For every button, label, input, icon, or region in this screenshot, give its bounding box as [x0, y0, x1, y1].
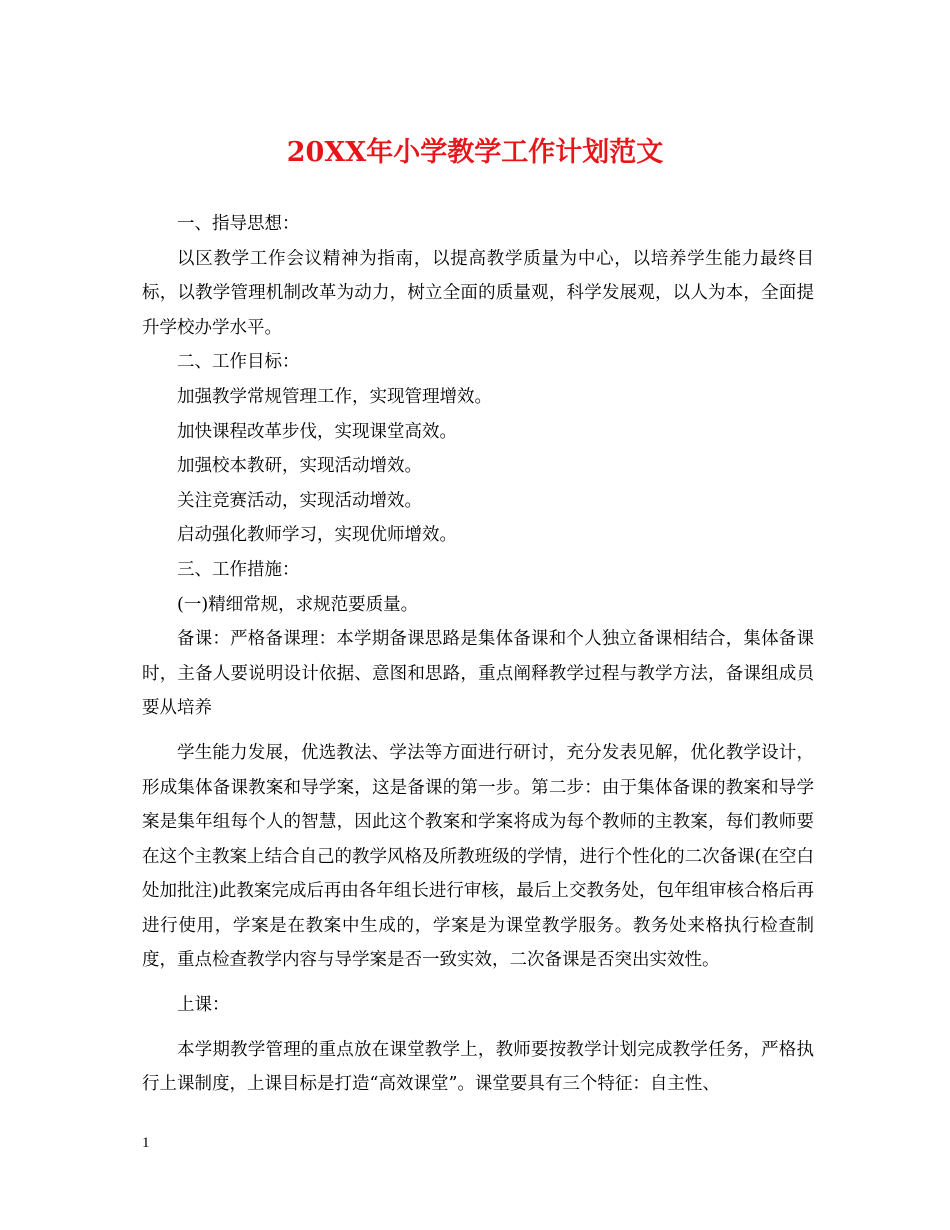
paragraph-heading-2: 二、工作目标：: [177, 352, 300, 373]
page-number: 1: [142, 1135, 150, 1151]
paragraph-goal-5: 启动强化教师学习，实现优师增效。: [177, 525, 457, 546]
paragraph-goal-2: 加快课程改革步伐，实现课堂高效。: [177, 421, 457, 442]
paragraph-subheading-1: (一)精细常规，求规范要质量。: [177, 594, 419, 615]
paragraph-goal-3: 加强校本教研，实现活动增效。: [177, 456, 422, 477]
paragraph-lesson-prep: 备课：严格备课理：本学期备课思路是集体备课和个人独立备课相结合，集体备课时，主备人要说明设计依据、意图和思路，重点阐释教学过程与教学方法，备课组成员要从培养: [142, 629, 814, 719]
paragraph-class-body: 本学期教学管理的重点放在课堂教学上，教师要按教学计划完成教学任务，严格执行上课制度，上课目标是打造“高效课堂”。课堂要具有三个特征：自主性、: [142, 1039, 814, 1095]
paragraph-goal-4: 关注竞赛活动，实现活动增效。: [177, 490, 422, 511]
paragraph-lesson-prep-continued: 学生能力发展，优选教法、学法等方面进行研讨，充分发表见解，优化教学设计，形成集体备课教案和导学案，这是备课的第一步。第二步：由于集体备课的教案和导学案是集年组每个人的智慧，因此这个教案和学案将成为每个教师的主教案，每们教师要在这个主教案上结合自己的教学风格及所教班级的学情，进行个性化的二次备课(在空白处加批注)此教案完成后再由各年组长进行审核，最后上交教务处，包年组审核合格后再进行使用，学案是在教案中生成的，学案是为课堂教学服务。教务处来格执行检查制度，重点检查教学内容与导学案是否一致实效，二次备课是否突出实效性。: [142, 742, 814, 971]
paragraph-guiding-thought: 以区教学工作会议精神为指南，以提高教学质量为中心，以培养学生能力最终目标，以教学管理机制改革为动力，树立全面的质量观，科学发展观，以人为本，全面提升学校办学水平。: [142, 248, 814, 338]
paragraph-goal-1: 加强教学常规管理工作，实现管理增效。: [177, 386, 492, 407]
document-body: [142, 207, 814, 1102]
paragraph-class-heading: 上课：: [177, 995, 230, 1016]
paragraph-heading-3: 三、工作措施：: [177, 559, 300, 580]
document-title: 20XX年小学教学工作计划范文: [286, 137, 664, 168]
paragraph-heading-1: 一、指导思想：: [177, 214, 300, 234]
